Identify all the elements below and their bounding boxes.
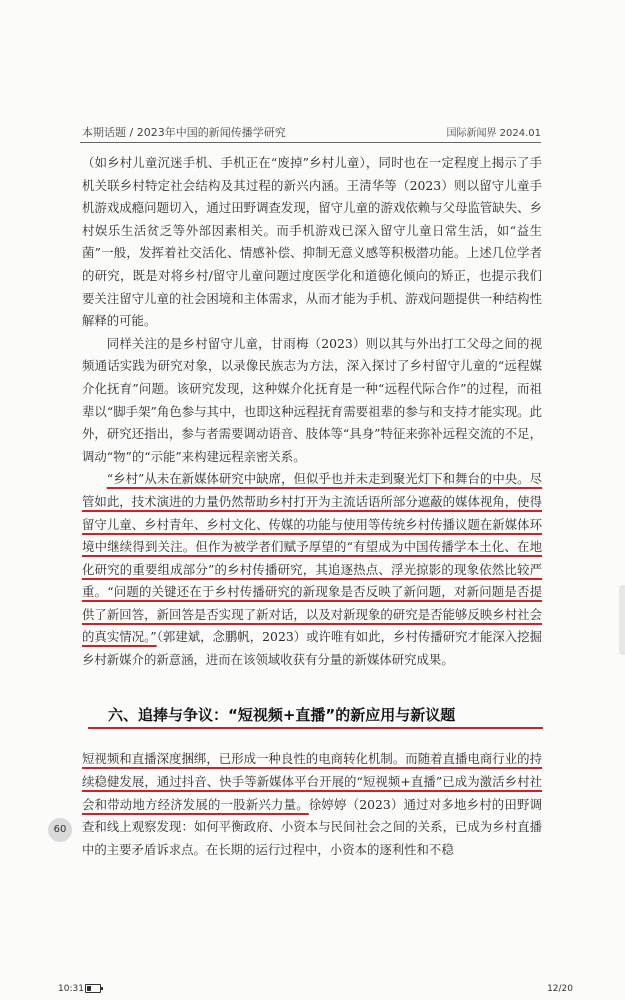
paragraph-3-underlined: “乡村”从未在新媒体研究中缺席，但似乎也并未走到聚光灯下和舞台的中央。尽管如此，技术演进的力量仍然帮助乡村打开为主流话语所部分遮蔽的媒体视角，使得留守儿童、乡村青年、乡村文化、传媒的功能与使用等传统乡村传播议题在新媒体环境中继续得到关注。但作为被学者们赋予厚望的“有望成为中国传播学本土化、在地化研究的重要组成部分”的乡村传播研究，其追逐热点、浮光掠影的现象依然比较严重。“问题的关键还在于乡村传播研究的新现象是否反映了新问题，对新问题是否提供了新回答，新回答是否实现了新对话，以及对新现象的研究是否能够反映乡村社会的真实情况。” <box>82 471 542 645</box>
paragraph-3-rest: （郭建斌，念鹏帆，2023）或许唯有如此，乡村传播研究才能深入挖掘乡村新媒介的新意涵，进而在该领域收获有分量的新媒体研究成果。 <box>82 629 542 668</box>
body-text <box>82 152 542 672</box>
header-divider <box>80 142 541 143</box>
paragraph-4-underlined: 短视频和直播深度捆绑，已形成一种良性的电商转化机制。而随着直播电商行业的持续稳健发展，通过抖音、快手等新媒体平台开展的“短视频+直播”已成为激活乡村社会和带动地方经济发展的一股新兴力量。 <box>82 751 542 812</box>
running-header <box>82 122 541 142</box>
section-heading-underline <box>88 727 543 729</box>
page-counter: 12/20 <box>547 984 573 994</box>
paragraph-4 <box>82 748 542 861</box>
clock: 10:31 <box>58 984 84 994</box>
body-text-2 <box>82 736 542 874</box>
status-bar <box>0 978 625 1000</box>
header-topic: 本期话题 / 2023年中国的新闻传播学研究 <box>82 126 286 139</box>
paragraph-1: （如乡村儿童沉迷手机、手机正在“废掉”乡村儿童），同时也在一定程度上揭示了手机关联乡村特定社会结构及其过程的新兴内涵。王清华等（2023）则以留守儿童手机游戏成瘾问题切入，通过田野调查发现，留守儿童的游戏依赖与父母监管缺失、乡村娱乐生活贫乏等外部因素相关。而手机游戏已深入留守儿童日常生活，如“益生菌”一般，发挥着社交活化、情感补偿、抑制无意义感等积极潜功能。上述几位学者的研究，既是对将乡村/留守儿童问题过度医学化和道德化倾向的矫正，也提示我们要关注留守儿童的社会困境和主体需求，从而才能为手机、游戏问题提供一种结构性解释的可能。 <box>82 155 542 329</box>
paragraph-4-rest: 徐婷婷（2023）通过对多地乡村的田野调查和线上观察发现：如何平衡政府、小资本与民间社会之间的关系，已成为乡村直播中的主要矛盾诉求点。在长期的运行过程中，小资本的逐利性和不稳 <box>82 796 542 857</box>
section-heading: 六、追捧与争议：“短视频+直播”的新应用与新议题 <box>108 706 456 724</box>
header-journal: 国际新闻界 2024.01 <box>446 128 541 139</box>
paragraph-2: 同样关注的是乡村留守儿童，甘雨梅（2023）则以其与外出打工父母之间的视频通话实践为研究对象，以录像民族志为方法，深入探讨了乡村留守儿童的“远程媒介化抚育”问题。该研究发现，这种媒介化抚育是一种“远程代际合作”的过程，而祖辈以“脚手架”角色参与其中，也即这种远程抚育需要祖辈的参与和支持才能实现。此外，研究还指出，参与者需要调动语音、肢体等“具身”特征来弥补远程交流的不足，调动“物”的“示能”来构建远程亲密关系。 <box>82 335 542 464</box>
page-number-badge: 60 <box>48 818 72 842</box>
battery-icon <box>85 984 101 993</box>
paragraph-3 <box>82 468 542 671</box>
side-drawer-handle[interactable] <box>619 585 625 655</box>
